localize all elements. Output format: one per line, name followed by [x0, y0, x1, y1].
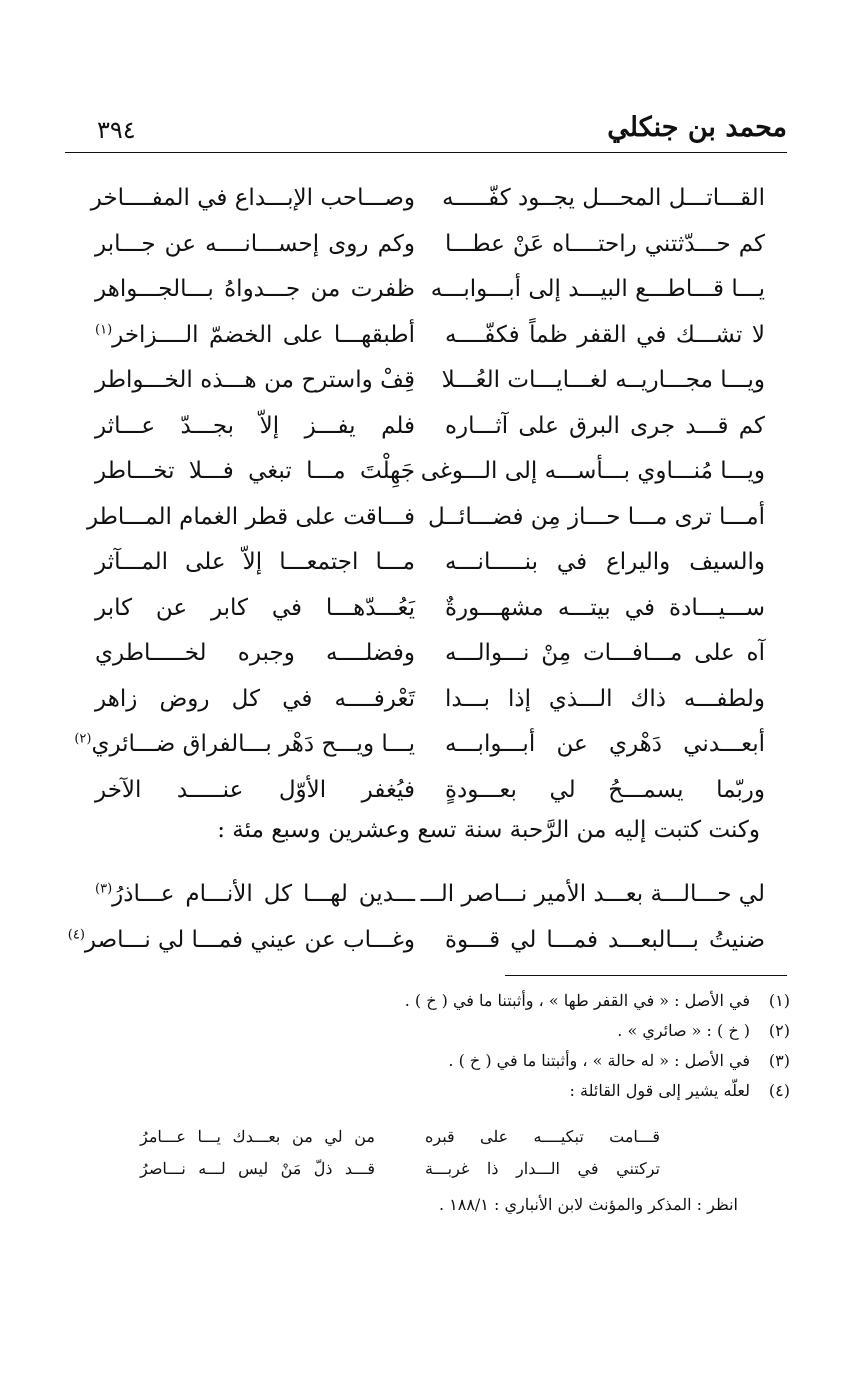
verse-second-hemistich: من لي من بعـــدك يـــا عـــامرُ [140, 1127, 375, 1146]
page-header [65, 108, 787, 152]
footnote [140, 1076, 790, 1106]
footnote-marker: (٣) [95, 881, 113, 897]
verse-second-hemistich: وفضلــــه وجبره لخـــــاطري [95, 640, 415, 666]
verse-second-hemistich [74, 724, 415, 764]
verse-line [86, 497, 765, 543]
verse-line [95, 315, 765, 361]
footnote-text: لعلّه يشير إلى قول القائلة : [569, 1081, 750, 1100]
page-number: ٣٩٤ [97, 116, 136, 144]
verse-first-hemistich: لا تشـــك في القفر ظماً فكفّــــه [445, 321, 765, 348]
verse-line [67, 920, 765, 966]
footnote-text: في الأصل : « له حالة » ، وأثبتنا ما في ( خ ) . [448, 1051, 750, 1070]
footnote-verse-line [140, 1122, 660, 1154]
hemistich-text: يـــا ويـــح دَهْر بـــالفراق ضـــائري [91, 731, 415, 757]
verse-first-hemistich: القـــاتـــل المحـــل يجــود كفّـــــه [442, 185, 765, 211]
verse-line [95, 451, 765, 497]
footnote [140, 1046, 790, 1076]
verse-second-hemistich: تَعْرفــــه في كل روض زاهر [95, 685, 415, 712]
verse-first-hemistich: أمـــا ترى مـــا حـــاز مِن فضـــائــل [428, 503, 765, 530]
footnote-marker: (٢) [74, 731, 92, 747]
verse-second-hemistich: وصـــاحب الإبـــداع في المفــــاخر [90, 185, 415, 211]
verse-line [95, 633, 765, 679]
footnote-text: ( خ ) : « صائري » . [617, 1021, 750, 1040]
footnote-marker: (٤) [67, 926, 85, 942]
hemistich-text: وغـــاب عن عيني فمـــا لي نـــاصر [84, 926, 415, 953]
verse-first-hemistich: وربّما يسمـــحُ لي بعـــودةٍ [445, 776, 765, 803]
verse-first-hemistich: قـــامت تبكيــــه على قبره [425, 1127, 660, 1146]
verse-line [90, 178, 765, 224]
footnote-marker: (١) [95, 321, 113, 337]
footnote-verses [140, 1122, 660, 1186]
verse-line [95, 542, 765, 588]
poem-1 [74, 178, 765, 815]
verse-second-hemistich: فلم يفـــز إلاّ بجـــدّ عـــاثر [95, 412, 415, 439]
verse-second-hemistich [67, 920, 415, 960]
verse-line [95, 269, 765, 315]
verse-second-hemistich: جَهِلْتَ مـــا تبغي فـــلا تخـــاطر [95, 458, 415, 484]
verse-line [95, 360, 765, 406]
verse-first-hemistich: ويـــا مُنـــاوي بـــأســـه إلى الـــوغى [420, 458, 765, 484]
footnote-rule [505, 975, 787, 976]
footnotes [140, 986, 790, 1106]
verse-line [95, 770, 765, 816]
verse-second-hemistich [95, 874, 415, 914]
verse-first-hemistich: والسيف واليراع في بنـــــانـــه [445, 549, 765, 575]
verse-second-hemistich: قِفْ واسترح من هـــذه الخـــواطر [95, 367, 415, 393]
verse-second-hemistich: فـــاقت على قطر الغمام المـــاطر [86, 503, 415, 530]
verse-line [74, 724, 765, 770]
verse-line [95, 406, 765, 452]
footnote-number: (٣) [768, 1051, 790, 1070]
footnote [140, 1016, 790, 1046]
verse-first-hemistich: يـــا قـــاطـــع البيـــد إلى أبـــوابـــه [430, 276, 765, 302]
verse-second-hemistich: وكم روى إحســـانــــه عن جـــابر [95, 230, 415, 257]
verse-line [95, 224, 765, 270]
hemistich-text: ـــدين لهـــا كل الأنـــام عـــاذرُ [112, 881, 415, 907]
verse-second-hemistich: قـــد ذلّ مَنْ ليس لـــه نـــاصرُ [140, 1159, 375, 1178]
verse-first-hemistich: تركتني في الـــدار ذا غربـــة [425, 1159, 660, 1178]
verse-second-hemistich: مـــا اجتمعـــا إلاّ على المـــآثر [95, 549, 415, 575]
verse-first-hemistich: أبعـــدني دَهْري عن أبـــوابـــه [445, 731, 765, 757]
verse-first-hemistich: لي حـــالـــة بعـــد الأمير نـــاصر الـــ [420, 881, 765, 907]
footnote-number: (٤) [768, 1081, 790, 1100]
header-rule [65, 152, 787, 153]
verse-line [95, 588, 765, 634]
verse-first-hemistich: ســـيـــادة في بيتـــه مشهـــورةٌ [445, 594, 765, 621]
verse-line [95, 679, 765, 725]
poem-2 [67, 874, 765, 965]
verse-first-hemistich: ولطفـــه ذاك الـــذي إذا بـــدا [445, 685, 765, 712]
verse-line [95, 874, 765, 920]
prose-paragraph: وكنت كتبت إليه من الرَّحبة سنة تسع وعشرين وسبع مئة : [217, 817, 760, 843]
verse-second-hemistich: فيُغفر الأوّل عنـــــد الآخر [95, 776, 415, 803]
footnote-verse-line [140, 1154, 660, 1186]
verse-first-hemistich: كم قـــد جرى البرق على آثـــاره [445, 412, 765, 439]
footnote-number: (٢) [768, 1021, 790, 1040]
verse-first-hemistich: كم حـــدّثتني راحتــــاه عَنْ عطـــا [445, 230, 765, 257]
verse-second-hemistich: يَعُـــدّهـــا في كابر عن كابر [95, 594, 415, 621]
footnote-text: في الأصل : « في القفر طها » ، وأثبتنا ما في ( خ ) . [404, 991, 750, 1010]
footnote-source: انظر : المذكر والمؤنث لابن الأنباري : ١٨٨/١ . [438, 1195, 738, 1214]
running-title: محمد بن جنكلي [607, 112, 787, 143]
verse-first-hemistich: ويـــا مجـــاريــه لغـــايـــات العُـــلا [441, 367, 765, 393]
hemistich-text: أطبقهـــا على الخضمّ الــــزاخر [112, 321, 415, 348]
footnote-number: (١) [768, 991, 790, 1010]
verse-second-hemistich [95, 315, 415, 355]
verse-first-hemistich: ضنيتُ بـــالبعـــد فمـــا لي قـــوة [445, 926, 765, 953]
footnote [140, 986, 790, 1016]
verse-second-hemistich: ظفرت من جـــدواهُ بـــالجـــواهر [95, 276, 415, 302]
verse-first-hemistich: آه على مـــافـــات مِنْ نـــوالـــه [445, 640, 765, 666]
